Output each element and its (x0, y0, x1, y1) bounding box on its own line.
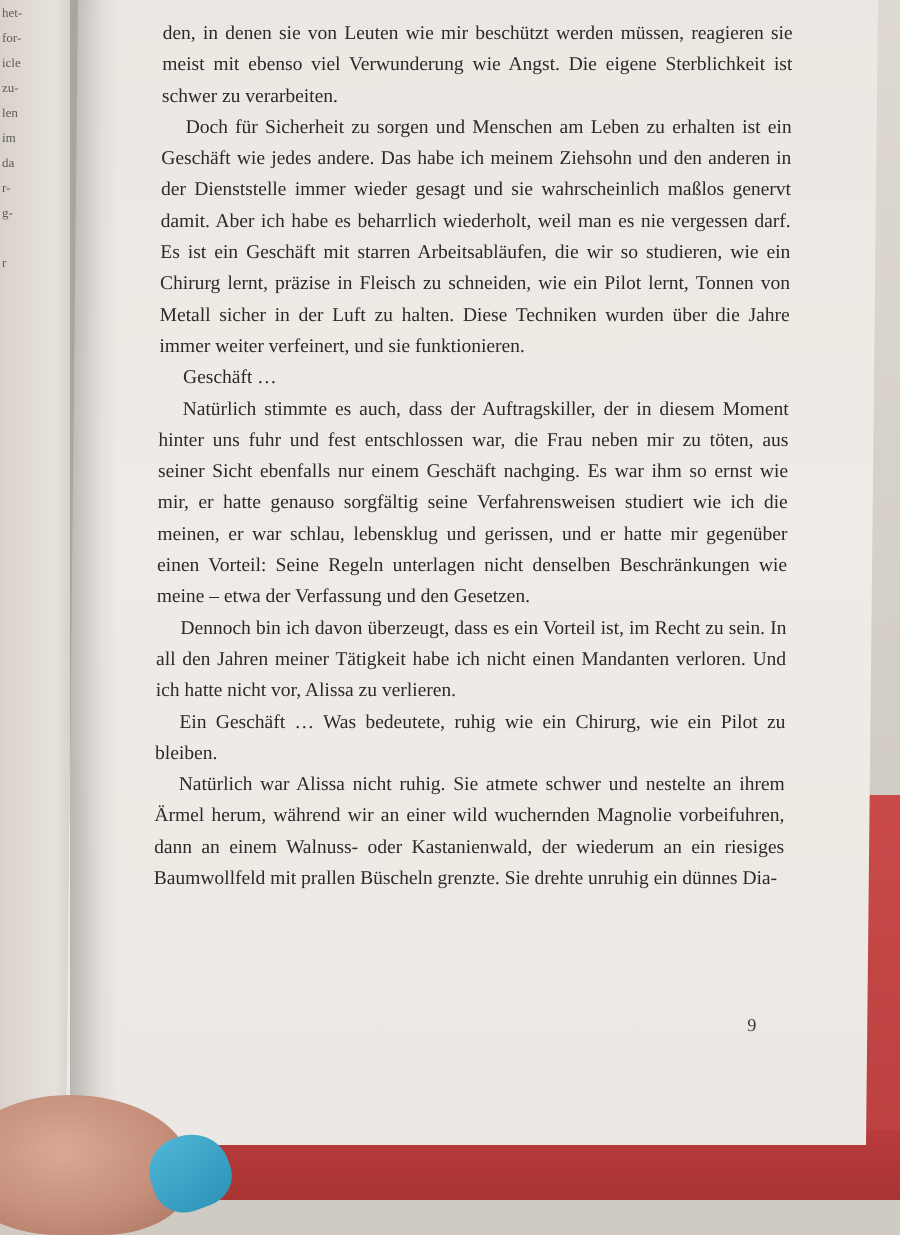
left-page-text-fragments (2, 0, 22, 275)
left-page-fragment: for- (2, 30, 22, 45)
left-page-fragment: da (2, 155, 15, 170)
left-page-fragment: zu- (2, 80, 19, 95)
paragraph: Natürlich stimmte es auch, dass der Auftragskiller, der in diesem Moment hinter uns fuhr und fest entschlossen war, die Frau neben mir zu töten, aus seiner Sicht ebenfalls nur einem Geschäft nachging. Es war ihm so ernst wie mir, er hatte genauso sorgfältig seine Verfahrensweisen studiert wie ich die meinen, er war schlau, lebensklug und gerissen, und er hatte mir gegenüber einen Vorteil: Seine Regeln unterlagen nicht denselben Beschränkungen wie meine – etwa der Verfassung und den Gesetzen. (156, 398, 789, 608)
book-page (66, 0, 878, 1145)
paragraph: Doch für Sicherheit zu sorgen und Menschen am Leben zu erhalten ist ein Geschäft wie jedes andere. Das habe ich meinem Ziehsohn und den anderen in der Dienststelle immer wieder gesagt und sie wahrscheinlich maßlos genervt damit. Aber ich habe es beharrlich wiederholt, weil man es nie vergessen darf. Es ist ein Geschäft mit starren Arbeitsabläufen, die wir so studieren, wie ein Chirurg lernt, präzise in Fleisch zu schneiden, wie ein Pilot lernt, Tonnen von Metall sicher in der Luft zu halten. Diese Techniken wurden über die Jahre immer weiter verfeinert, und sie funktionieren. (159, 116, 792, 357)
left-page-fragment: het- (2, 5, 23, 20)
left-page-fragment (2, 225, 22, 250)
page-number: 9 (747, 1015, 757, 1035)
paragraph: Dennoch bin ich davon überzeugt, dass es ein Vorteil ist, im Recht zu sein. In all den Jahren meiner Tätigkeit habe ich nicht einen Mandanten verloren. Und ich hatte nicht vor, Alissa zu verlieren. (155, 617, 787, 702)
page-text (154, 18, 793, 894)
left-page-fragment: icle (2, 55, 21, 70)
left-page (0, 0, 78, 1200)
left-page-fragment: im (2, 130, 16, 145)
paragraph: den, in denen sie von Leuten wie mir beschützt werden müssen, reagieren sie meist mit ebenso viel Verwunderung wie Angst. Die eigene Sterblichkeit ist schwer zu verarbeiten. (161, 23, 793, 107)
left-page-fragment: g- (2, 205, 13, 220)
left-page-fragment: len (2, 105, 18, 120)
paragraph: Ein Geschäft … Was bedeutete, ruhig wie ein Chirurg, wie ein Pilot zu bleiben. (155, 711, 786, 764)
paragraph: Natürlich war Alissa nicht ruhig. Sie atmete schwer und nestelte an ihrem Ärmel herum, während wir an einer wild wuchernden Magnolie vorbeifuhren, dann an einem Walnuss- oder Kastanienwald, der wiederum an ein riesiges Baumwollfeld mit prallen Büscheln grenzte. Sie drehte unruhig ein dünnes Dia- (153, 774, 785, 890)
paragraph: Geschäft … (182, 367, 277, 389)
left-page-fragment: r (2, 255, 7, 270)
left-page-fragment: r- (2, 180, 11, 195)
